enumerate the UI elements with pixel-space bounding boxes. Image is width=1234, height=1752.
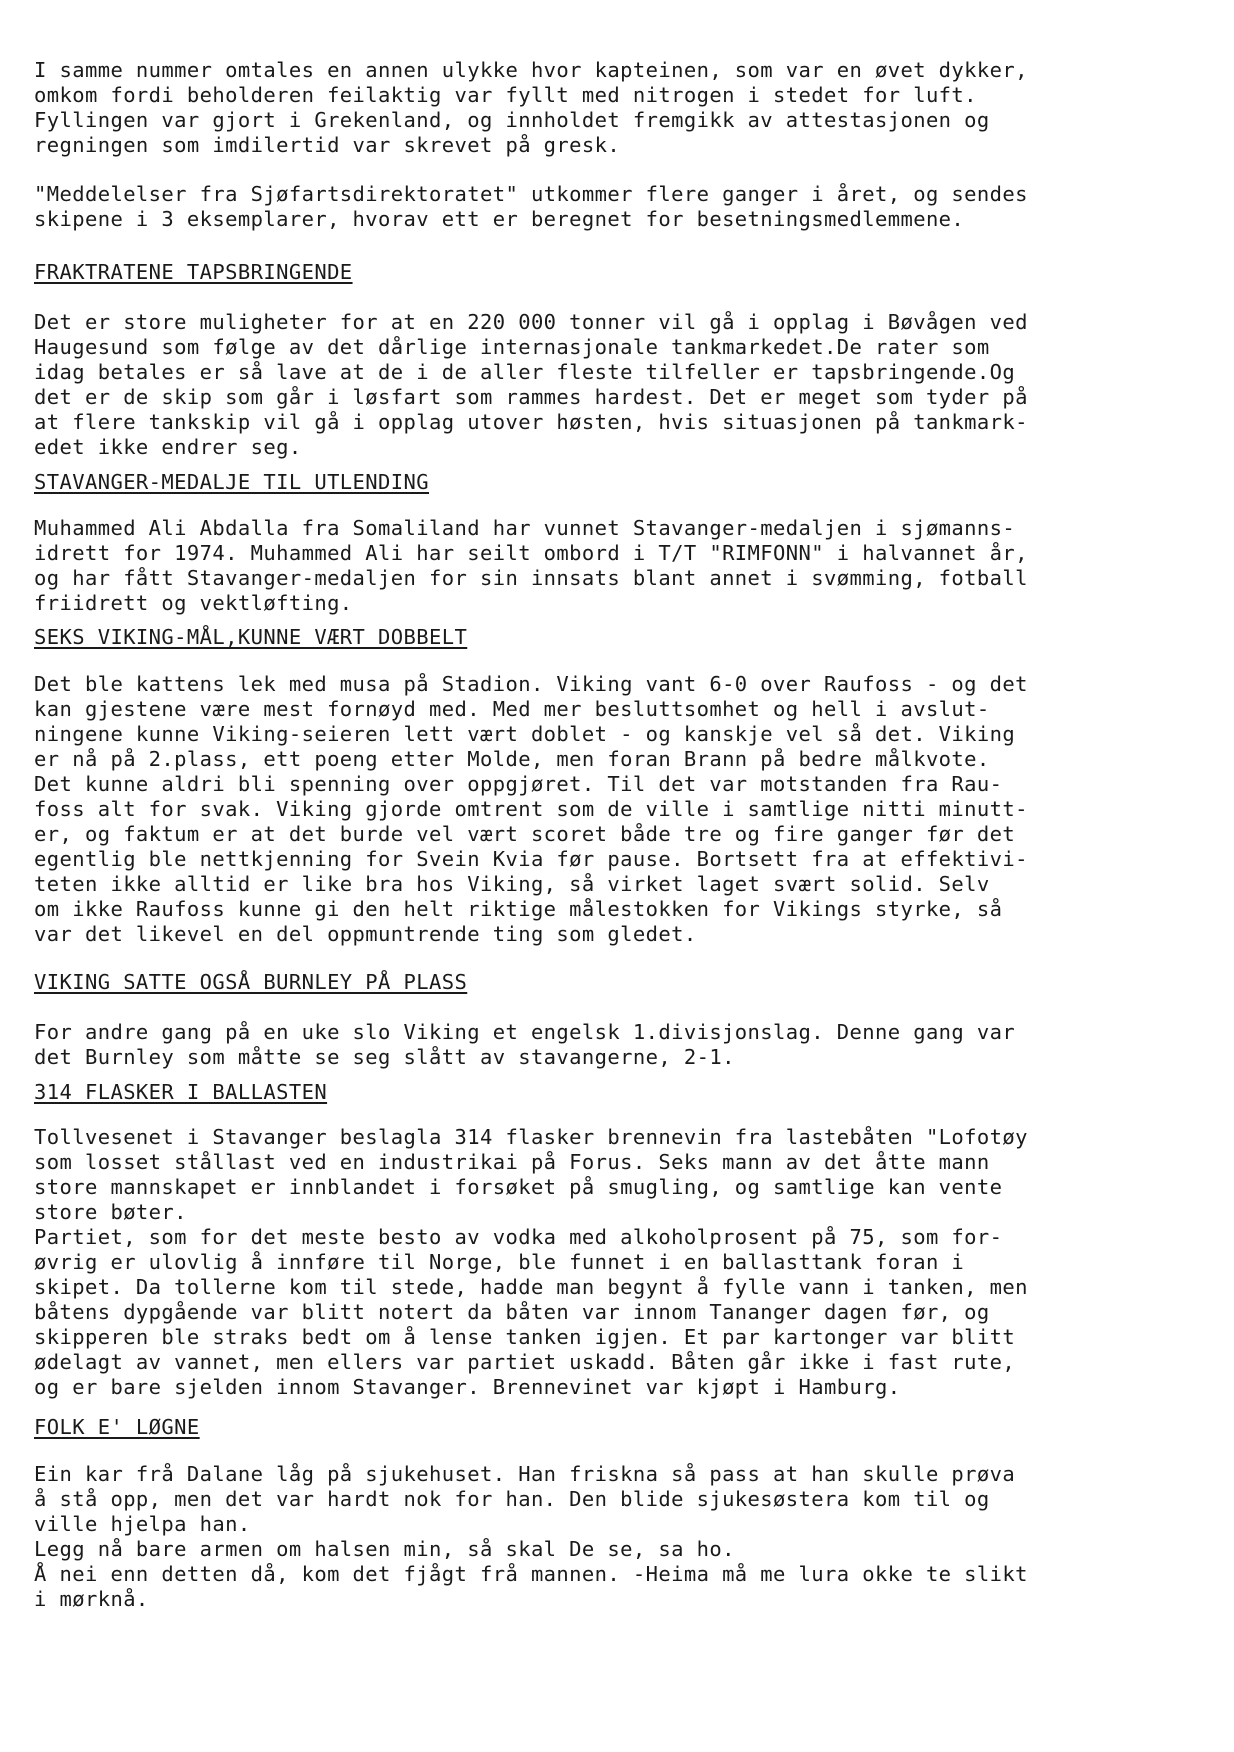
text-line: Partiet, som for det meste besto av vodka med alkoholprosent på 75, som for- [34, 1225, 1003, 1249]
article-heading: 314 FLASKER I BALLASTEN [34, 1080, 328, 1104]
text-line: øvrig er ulovlig å innføre til Norge, ble funnet i en ballasttank foran i [34, 1250, 965, 1274]
article-heading: FRAKTRATENE TAPSBRINGENDE [34, 260, 353, 284]
text-line: er nå på 2.plass, ett poeng etter Molde, men foran Brann på bedre målkvote. [34, 747, 990, 771]
text-line: foss alt for svak. Viking gjorde omtrent som de ville i samtlige nitti minutt- [34, 797, 1028, 821]
text-line: Det ble kattens lek med musa på Stadion. Viking vant 6-0 over Raufoss - og det [34, 672, 1028, 696]
text-line: som losset stållast ved en industrikai på Forus. Seks mann av det åtte mann [34, 1150, 990, 1174]
article-body-folk-e-logne [34, 1462, 1214, 1612]
article-heading: SEKS VIKING-MÅL,KUNNE VÆRT DOBBELT [34, 625, 468, 649]
article-body-fraktratene [34, 310, 1214, 460]
article-heading: STAVANGER-MEDALJE TIL UTLENDING [34, 470, 430, 494]
text-line: skipperen ble straks bedt om å lense tanken igjen. Et par kartonger var blitt [34, 1325, 1016, 1349]
text-line: kan gjestene være mest fornøyd med. Med mer besluttsomhet og hell i avslut- [34, 697, 990, 721]
article-body-314-flasker [34, 1125, 1214, 1400]
text-line: ningene kunne Viking-seieren lett vært doblet - og kanskje vel så det. Viking [34, 722, 1016, 746]
text-line: Legg nå bare armen om halsen min, så skal De se, sa ho. [34, 1537, 735, 1561]
text-line: egentlig ble nettkjenning for Svein Kvia før pause. Bortsett fra at effektivi- [34, 847, 1028, 871]
text-line: idrett for 1974. Muhammed Ali har seilt ombord i T/T "RIMFONN" i halvannet år, [34, 541, 1028, 565]
text-line: at flere tankskip vil gå i opplag utover høsten, hvis situasjonen på tankmark- [34, 410, 1028, 434]
article-body-viking-burnley [34, 1020, 1214, 1070]
text-line: og er bare sjelden innom Stavanger. Brennevinet var kjøpt i Hamburg. [34, 1375, 901, 1399]
text-line: friidrett og vektløfting. [34, 591, 353, 615]
text-line: Å nei enn detten då, kom det fjågt frå mannen. -Heima må me lura okke te slikt [34, 1562, 1028, 1586]
text-line: idag betales er så lave at de i de aller fleste tilfeller er tapsbringende.Og [34, 360, 1016, 384]
text-line: Det er store muligheter for at en 220 000 tonner vil gå i opplag i Bøvågen ved [34, 310, 1028, 334]
text-line: For andre gang på en uke slo Viking et engelsk 1.divisjonslag. Denne gang var [34, 1020, 1016, 1044]
text-line: om ikke Raufoss kunne gi den helt riktige målestokken for Vikings styrke, så [34, 897, 1003, 921]
text-line: er, og faktum er at det burde vel vært scoret både tre og fire ganger før det [34, 822, 1016, 846]
text-line: skipet. Da tollerne kom til stede, hadde man begynt å fylle vann i tanken, men [34, 1275, 1028, 1299]
text-line: Det kunne aldri bli spenning over oppgjøret. Til det var motstanden fra Rau- [34, 772, 1003, 796]
intro-paragraph-1 [34, 58, 1214, 158]
text-line: båtens dypgående var blitt notert da båten var innom Tananger dagen før, og [34, 1300, 990, 1324]
text-line: "Meddelelser fra Sjøfartsdirektoratet" utkommer flere ganger i året, og sendes [34, 182, 1028, 206]
article-heading: FOLK E' LØGNE [34, 1415, 200, 1439]
text-line: i mørknå. [34, 1587, 149, 1611]
text-line: skipene i 3 eksemplarer, hvorav ett er beregnet for besetningsmedlemmene. [34, 207, 965, 231]
text-line: å stå opp, men det var hardt nok for han. Den blide sjukesøstera kom til og [34, 1487, 990, 1511]
article-body-seks-viking-maal [34, 672, 1214, 947]
text-line: I samme nummer omtales en annen ulykke hvor kapteinen, som var en øvet dykker, [34, 58, 1028, 82]
article-heading-seks-viking-maal [34, 625, 1214, 650]
text-line: teten ikke alltid er like bra hos Viking, så virket laget svært solid. Selv [34, 872, 990, 896]
text-line: store bøter. [34, 1200, 187, 1224]
article-heading-folk-e-logne [34, 1415, 1214, 1440]
text-line: regningen som imdilertid var skrevet på gresk. [34, 133, 621, 157]
text-line: Muhammed Ali Abdalla fra Somaliland har vunnet Stavanger-medaljen i sjømanns- [34, 516, 1016, 540]
text-line: og har fått Stavanger-medaljen for sin innsats blant annet i svømming, fotball [34, 566, 1028, 590]
text-line: Ein kar frå Dalane låg på sjukehuset. Han friskna så pass at han skulle prøva [34, 1462, 1016, 1486]
article-heading-stavanger-medalje [34, 470, 1214, 495]
text-line: det er de skip som går i løsfart som rammes hardest. Det er meget som tyder på [34, 385, 1028, 409]
text-line: Haugesund som følge av det dårlige internasjonale tankmarkedet.De rater som [34, 335, 990, 359]
text-line: var det likevel en del oppmuntrende ting som gledet. [34, 922, 697, 946]
article-heading-viking-burnley [34, 970, 1214, 995]
text-line: omkom fordi beholderen feilaktig var fyllt med nitrogen i stedet for luft. [34, 83, 977, 107]
text-line: Fyllingen var gjort i Grekenland, og innholdet fremgikk av attestasjonen og [34, 108, 990, 132]
intro-paragraph-2 [34, 182, 1214, 232]
text-line: ville hjelpa han. [34, 1512, 251, 1536]
article-heading-314-flasker [34, 1080, 1214, 1105]
text-line: Tollvesenet i Stavanger beslagla 314 flasker brennevin fra lastebåten "Lofotøy [34, 1125, 1028, 1149]
text-line: det Burnley som måtte se seg slått av stavangerne, 2-1. [34, 1045, 735, 1069]
article-heading: VIKING SATTE OGSÅ BURNLEY PÅ PLASS [34, 970, 468, 994]
text-line: edet ikke endrer seg. [34, 435, 302, 459]
text-line: store mannskapet er innblandet i forsøket på smugling, og samtlige kan vente [34, 1175, 1003, 1199]
article-body-stavanger-medalje [34, 516, 1214, 616]
article-heading-fraktratene [34, 260, 1214, 285]
text-line: ødelagt av vannet, men ellers var partiet uskadd. Båten går ikke i fast rute, [34, 1350, 1016, 1374]
